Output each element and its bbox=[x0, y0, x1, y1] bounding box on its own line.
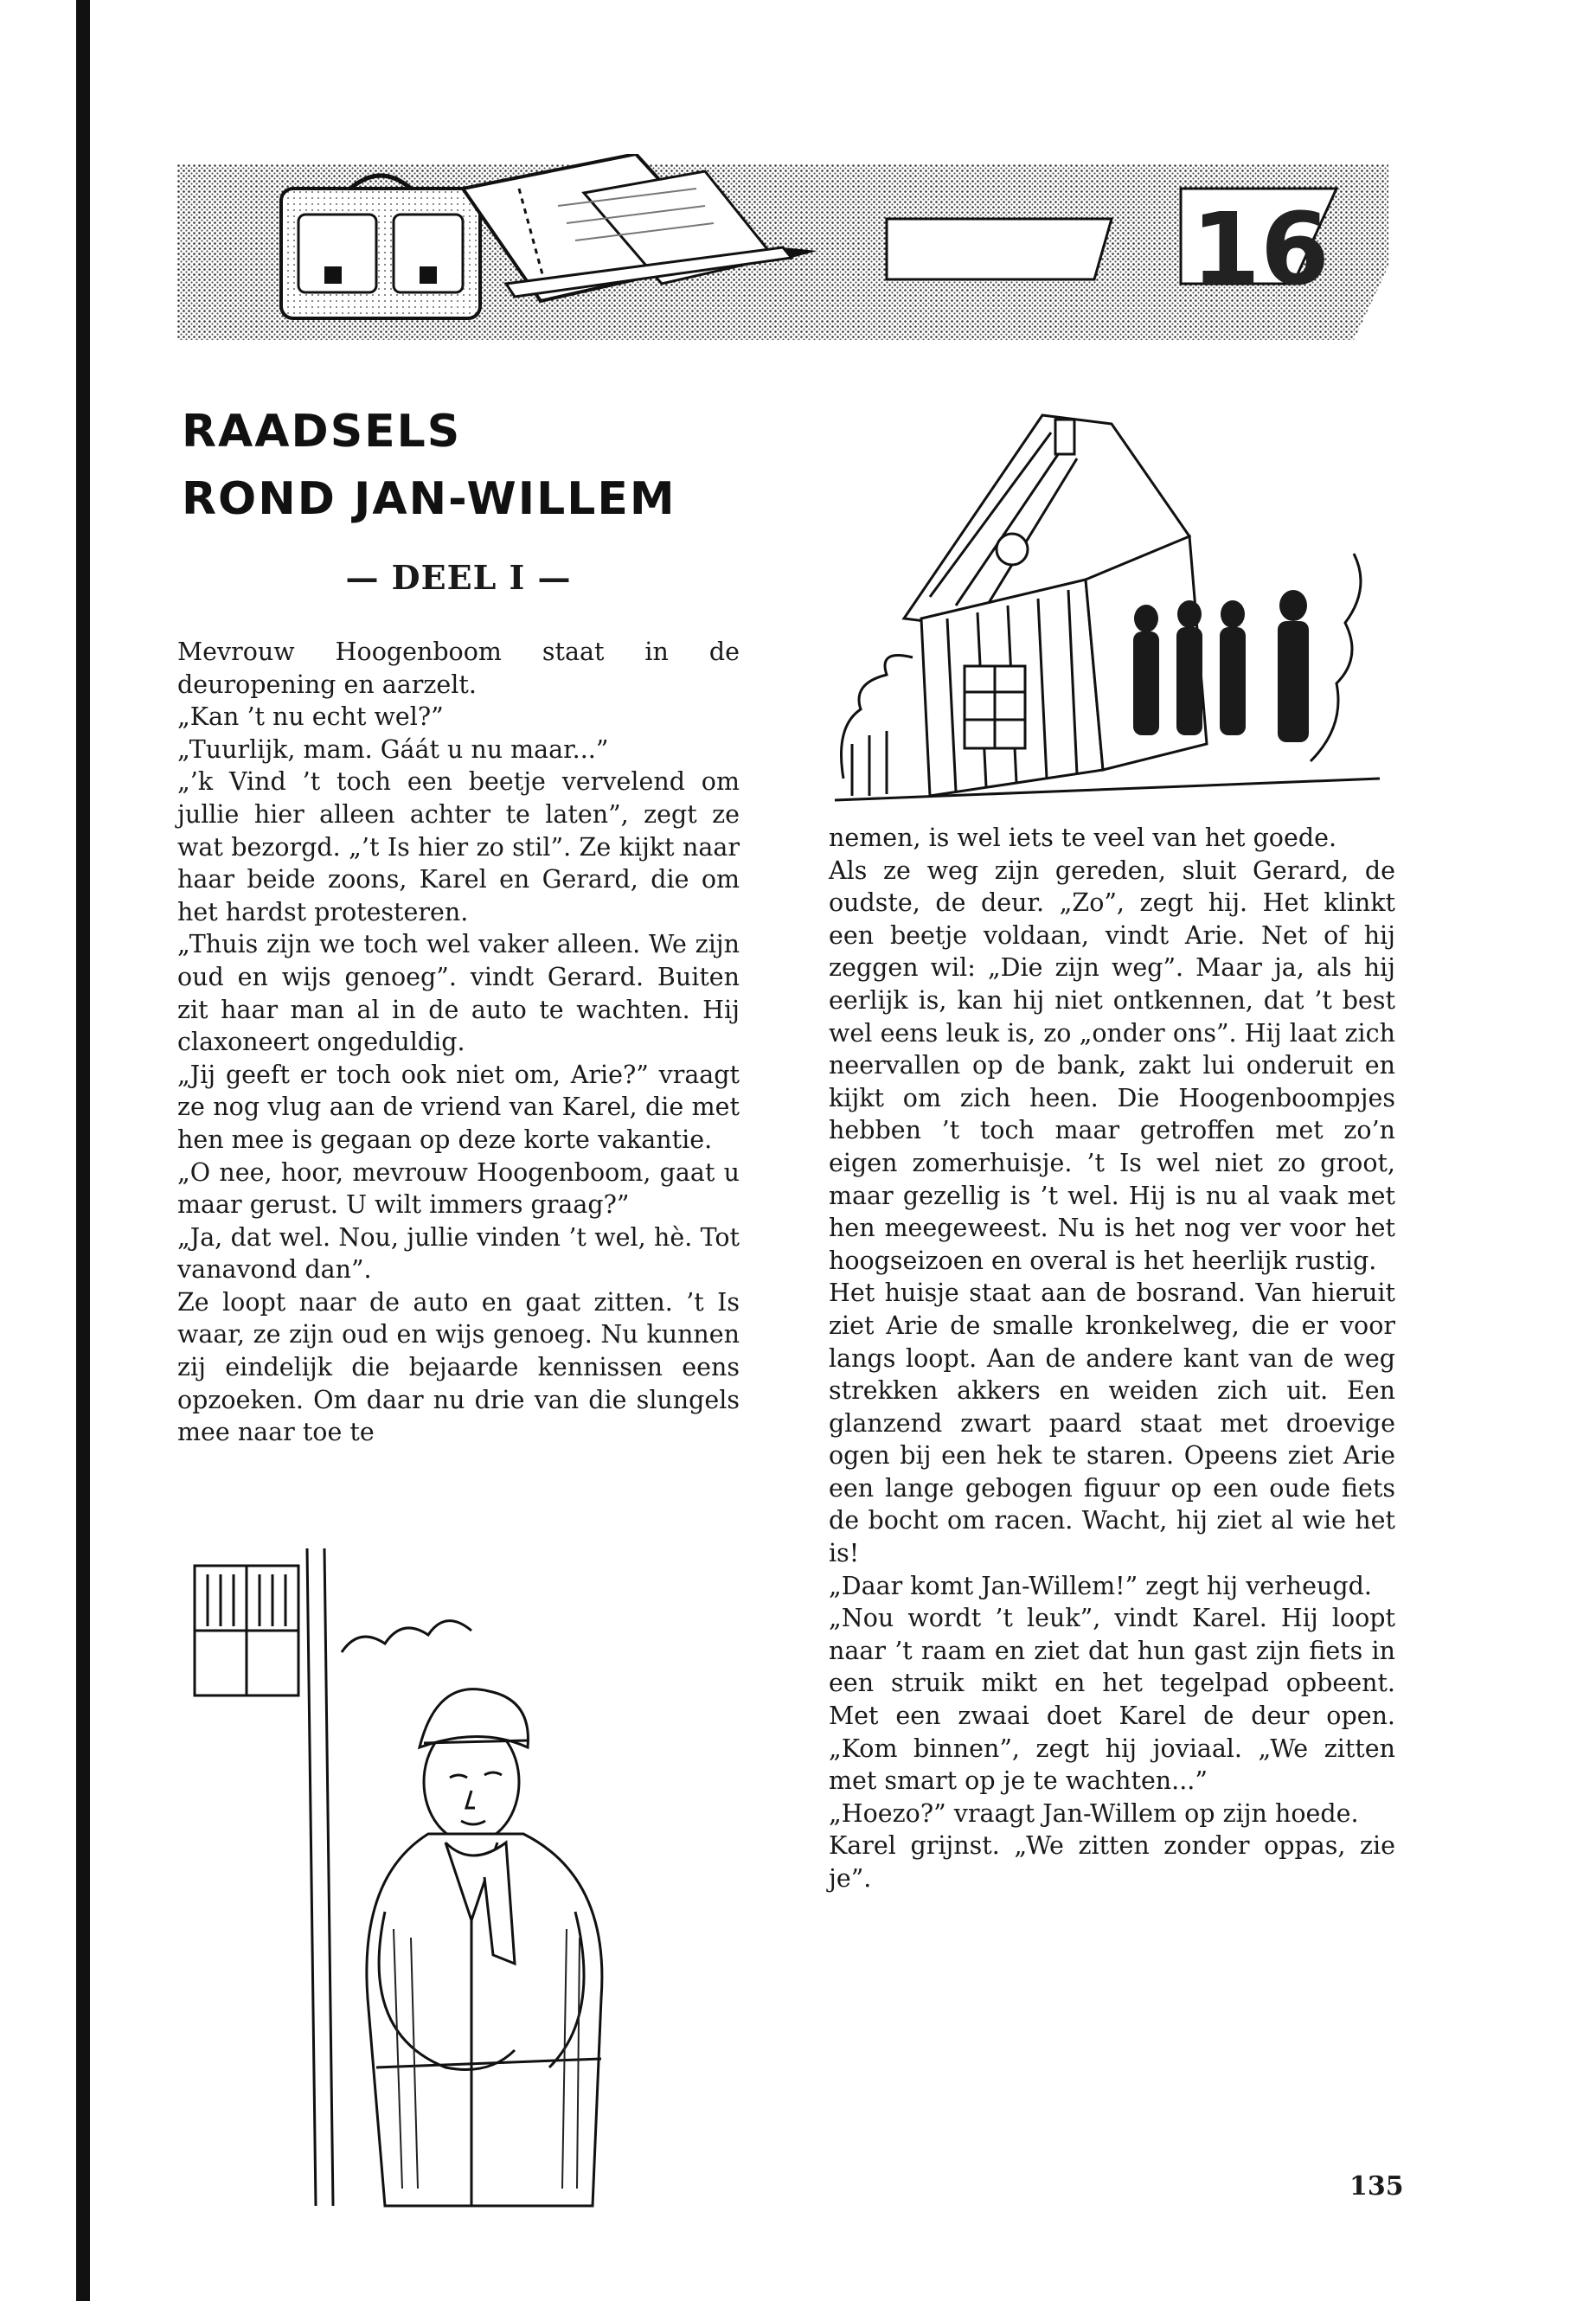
paragraph: „Hoezo?” vraagt Jan-Willem op zijn hoede. bbox=[829, 1798, 1359, 1828]
girl-drawing bbox=[186, 1548, 670, 2214]
paragraph: „Thuis zijn we toch wel vaker alleen. We zijn oud en wijs genoeg”. vindt Gerard. Buiten zit haar man al in de auto te wachten. Hij claxoneert ongeduldig. bbox=[177, 930, 740, 1057]
paragraph: Ze loopt naar de auto en gaat zitten. ’t Is waar, ze zijn oud en wijs genoeg. Nu kunnen zij eindelijk die bejaarde kennissen eens opzoeken. Om daar nu drie van die slungels mee naar toe te bbox=[177, 1287, 740, 1447]
house-drawing bbox=[826, 398, 1388, 804]
paragraph: Karel grijnst. „We zitten zonder oppas, zie je”. bbox=[829, 1831, 1395, 1893]
chapter-header-banner bbox=[177, 154, 1388, 340]
girl-illustration bbox=[186, 1548, 670, 2214]
part-label: — DEEL I — bbox=[345, 558, 572, 597]
title-line-2: ROND JAN-WILLEM bbox=[182, 473, 676, 525]
satchel-icon bbox=[281, 176, 480, 318]
right-text-column bbox=[829, 822, 1395, 1895]
left-text-column bbox=[177, 636, 740, 1449]
paragraph: „’k Vind ’t toch een beetje vervelend om jullie hier alleen achter te laten”, zegt ze wat bezorgd. „’t Is hier zo stil”. Ze kijkt naar haar beide zoons, Karel en Gerard, die om het hardst protesteren. bbox=[177, 767, 740, 926]
header-illustration bbox=[177, 154, 1388, 340]
paragraph: „Ja, dat wel. Nou, jullie vinden ’t wel, hè. Tot vanavond dan”. bbox=[177, 1222, 740, 1285]
paragraph: „Nou wordt ’t leuk”, vindt Karel. Hij loopt naar ’t raam en ziet dat hun gast zijn fiets in een struik mikt en het tegelpad opbeent. Met een zwaai doet Karel de deur open. „Kom binnen”, zegt hij joviaal. „We zitten met smart op je te wachten...” bbox=[829, 1604, 1395, 1796]
house-illustration bbox=[826, 398, 1388, 804]
title-line-1: RAADSELS bbox=[182, 406, 462, 458]
paragraph: „Daar komt Jan-Willem!” zegt hij verheugd. bbox=[829, 1571, 1372, 1600]
paragraph: „Kan ’t nu echt wel?” bbox=[177, 702, 444, 732]
paragraph: nemen, is wel iets te veel van het goede. bbox=[829, 824, 1337, 852]
story-title bbox=[182, 398, 874, 533]
page-number: 135 bbox=[1349, 2171, 1404, 2202]
paragraph: Mevrouw Hoogenboom staat in de deuropening en aarzelt. bbox=[177, 638, 740, 699]
binding-edge bbox=[76, 0, 90, 2301]
paragraph: „O nee, hoor, mevrouw Hoogenboom, gaat u maar gerust. U wilt immers graag?” bbox=[177, 1157, 740, 1220]
paragraph: „Tuurlijk, mam. Gáát u nu maar...” bbox=[177, 734, 609, 764]
paragraph: Als ze weg zijn gereden, sluit Gerard, de oudste, de deur. „Zo”, zegt hij. Het klinkt een beetje voldaan, vindt Arie. Net of hij zeggen wil: „Die zijn weg”. Maar ja, als hij eerlijk is, kan hij niet ontkennen, dat ’t best wel eens leuk is, zo „onder ons”. Hij laat zich neervallen op de bank, zakt lui onderuit en kijkt om zich heen. Die Hoogenboompjes hebben ’t toch maar getroffen met zo’n eigen zomerhuisje. ’t Is wel niet zo groot, maar gezellig is ’t wel. Hij is nu al vaak met hen meegeweest. Nu is het nog ver voor het hoogseizoen en overal is het heerlijk rustig. bbox=[829, 856, 1395, 1275]
paragraph: „Jij geeft er toch ook niet om, Arie?” vraagt ze nog vlug aan de vriend van Karel, die met hen mee is gegaan op deze korte vakantie. bbox=[177, 1060, 740, 1154]
chapter-number: 16 bbox=[1191, 192, 1330, 308]
paragraph: Het huisje staat aan de bosrand. Van hieruit ziet Arie de smalle kronkelweg, die er voor langs loopt. Aan de andere kant van de weg strekken akkers en weiden zich uit. Een glanzend zwart paard staat met droevige ogen bij een hek te staren. Opeens ziet Arie een lange gebogen figuur op een oude fiets de bocht om racen. Wacht, hij ziet al wie het is! bbox=[829, 1279, 1395, 1568]
